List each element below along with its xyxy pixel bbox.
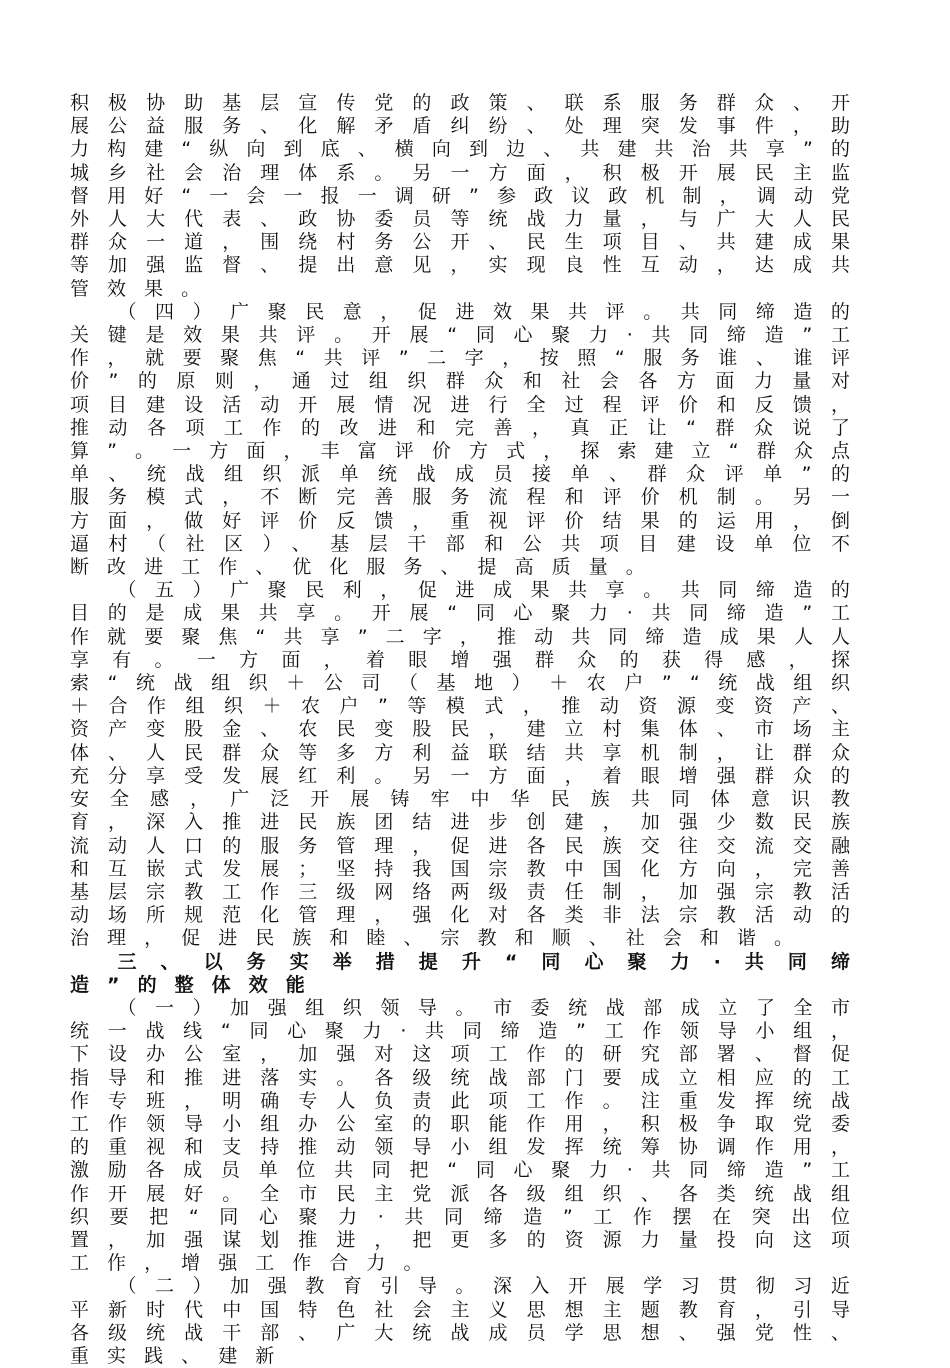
paragraph-2: （四）广聚民意，促进效果共评。共同缔造的关键是效果共评。开展“同心聚力·共同缔造”工作，就要聚焦“共评”二字，按照“服务谁、谁评价”的原则，通过组织群众和社会各方面力量对项目建设活动开展情况进行全过程评价和反馈，推动各项工作的改进和完善，真正让“群众说了算”。一方面，丰富评价方式，探索建立“群众点单、统战组织派单统战成员接单、群众评单”的服务模式，不断完善服务流程和评价机制。另一方面，做好评价反馈，重视评价结果的运用，倒逼村（社区）、基层干部和公共项目建设单位不断改进工作、优化服务、提高质量。	[70, 300, 868, 579]
paragraph-1: 积极协助基层宣传党的政策、联系服务群众、开展公益服务、化解矛盾纠纷、处理突发事件，助力构建“纵向到底、横向到边、共建共治共享”的城乡社会治理体系。另一方面，积极开展民主监督用好“一会一报一调研”参政议政机制，调动党外人大代表、政协委员等统战力量，与广大人民群众一道，围绕村务公开、民生项目、共建成果等加强监督、提出意见，实现良性互动，达成共管效果。	[70, 92, 868, 300]
section-heading: 三、以务实举措提升“同心聚力·共同缔造”的整体效能	[70, 950, 868, 996]
paragraph-5: （二）加强教育引导。深入开展学习贯彻习近平新时代中国特色社会主义思想主题教育，引导各级统战干部、广大统战成员学思想、强党性、重实践、建新	[70, 1275, 868, 1367]
document-page	[70, 92, 868, 1368]
paragraph-3: （五）广聚民利，促进成果共享。共同缔造的目的是成果共享。开展“同心聚力·共同缔造”工作就要聚焦“共享”二字，推动共同缔造成果人人享有。一方面，着眼增强群众的获得感，探索“统战组织＋公司（基地）＋农户”“统战组织＋合作组织＋农户”等模式，推动资源变资产、资产变股金、农民变股民，建立村集体、市场主体、人民群众等多方利益联结共享机制，让群众充分享受发展红利。另一方面，着眼增强群众的安全感，广泛开展铸牢中华民族共同体意识教育，深入推进民族团结进步创建，加强少数民族流动人口的服务管理，促进各民族交往交流交融和互嵌式发展；坚持我国宗教中国化方向，完善基层宗教工作三级网络两级责任制，加强宗教活动场所规范化管理，强化对各类非法宗教活动的治理，促进民族和睦、宗教和顺、社会和谐。	[70, 579, 868, 950]
paragraph-4: （一）加强组织领导。市委统战部成立了全市统一战线“同心聚力·共同缔造”工作领导小组，下设办公室，加强对这项工作的研究部署、督促指导和推进落实。各级统战部门要成立相应的工作专班，明确专人负责此项工作。注重发挥统战工作领导小组办公室的职能作用，积极争取党委的重视和支持推动领导小组发挥统筹协调作用，激励各成员单位共同把“同心聚力·共同缔造”工作开展好。全市民主党派各级组织、各类统战组织要把“同心聚力·共同缔造”工作摆在突出位置，加强谋划推进，把更多的资源力量投向这项工作，增强工作合力。	[70, 996, 868, 1275]
